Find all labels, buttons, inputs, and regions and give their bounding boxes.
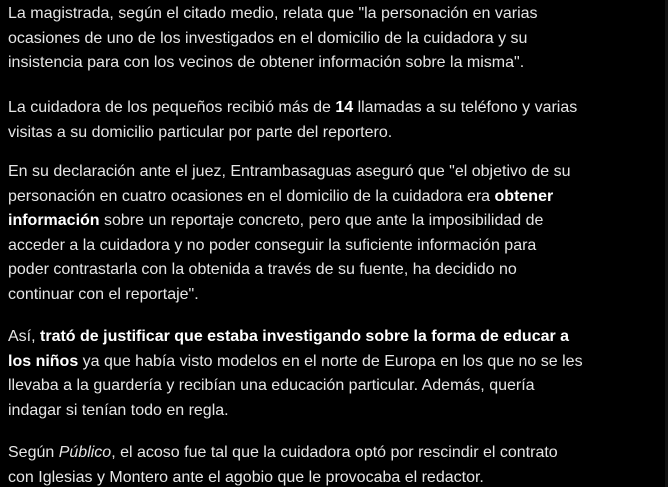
text-line [8, 96, 658, 121]
text-line [8, 160, 658, 185]
text-run: con Iglesias y Montero ante el agobio que le provocaba el redactor. [8, 468, 484, 486]
text-line [8, 258, 658, 283]
text-line [8, 350, 658, 375]
text-run: indagar si tenían todo en regla. [8, 401, 229, 419]
text-run: llevaba a la guardería y recibían una educación particular. Además, quería [8, 377, 535, 394]
text-line [8, 209, 658, 234]
text-line [8, 121, 658, 146]
text-line [8, 2, 658, 27]
text-line [8, 466, 658, 487]
text-run: ocasiones de uno de los investigados en el domicilio de la cuidadora y su [8, 29, 528, 47]
text-line [8, 234, 658, 259]
text-line [8, 374, 658, 399]
text-run: insistencia para con los vecinos de obtener información sobre la misma". [8, 54, 525, 71]
text-line [8, 325, 658, 350]
text-run: acceder a la cuidadora y no poder conseguir la suficiente información para [8, 236, 537, 254]
text-line [8, 27, 658, 52]
text-line [8, 283, 658, 308]
text-run: La magistrada, según el citado medio, relata que "la personación en varias [8, 5, 538, 22]
text-run: personación en cuatro ocasiones en el domicilio de la cuidadora era [8, 187, 495, 205]
text-line [8, 185, 658, 210]
bold-text: trató de justificar que estaba investigando sobre la forma de educar a [40, 328, 570, 345]
text-line [8, 399, 658, 424]
bold-text: los niños [8, 352, 79, 370]
text-run: sobre un reportaje concreto, pero que ante la imposibilidad de [99, 212, 544, 229]
text-run: Según [8, 444, 59, 461]
text-run: La cuidadora de los pequeños recibió más de [8, 99, 336, 116]
paragraph-2 [8, 96, 658, 145]
paragraph-1 [8, 2, 658, 76]
text-run: poder contrastarla con la obtenida a través de su fuente, ha decidido no [8, 261, 517, 278]
text-line [8, 441, 658, 466]
paragraph-5 [8, 441, 658, 487]
text-run: En su declaración ante el juez, Entrambasaguas aseguró que "el objetivo de su [8, 163, 571, 180]
paragraph-3 [8, 160, 658, 307]
italic-text: Público [58, 444, 112, 461]
text-run: , el acoso fue tal que la cuidadora optó por rescindir el contrato [111, 444, 558, 461]
bold-text: obtener [494, 187, 554, 205]
text-run: llamadas a su teléfono y varias [353, 99, 578, 116]
text-run: visitas a su domicilio particular por parte del reportero. [8, 123, 393, 141]
text-run: continuar con el reportaje". [8, 285, 199, 303]
text-line [8, 51, 658, 76]
bold-text: información [8, 212, 100, 229]
paragraph-4 [8, 325, 658, 423]
bold-text: 14 [335, 99, 354, 116]
text-run: ya que había visto modelos en el norte de Europa en los que no se les [78, 352, 583, 370]
text-run: Así, [8, 328, 41, 345]
